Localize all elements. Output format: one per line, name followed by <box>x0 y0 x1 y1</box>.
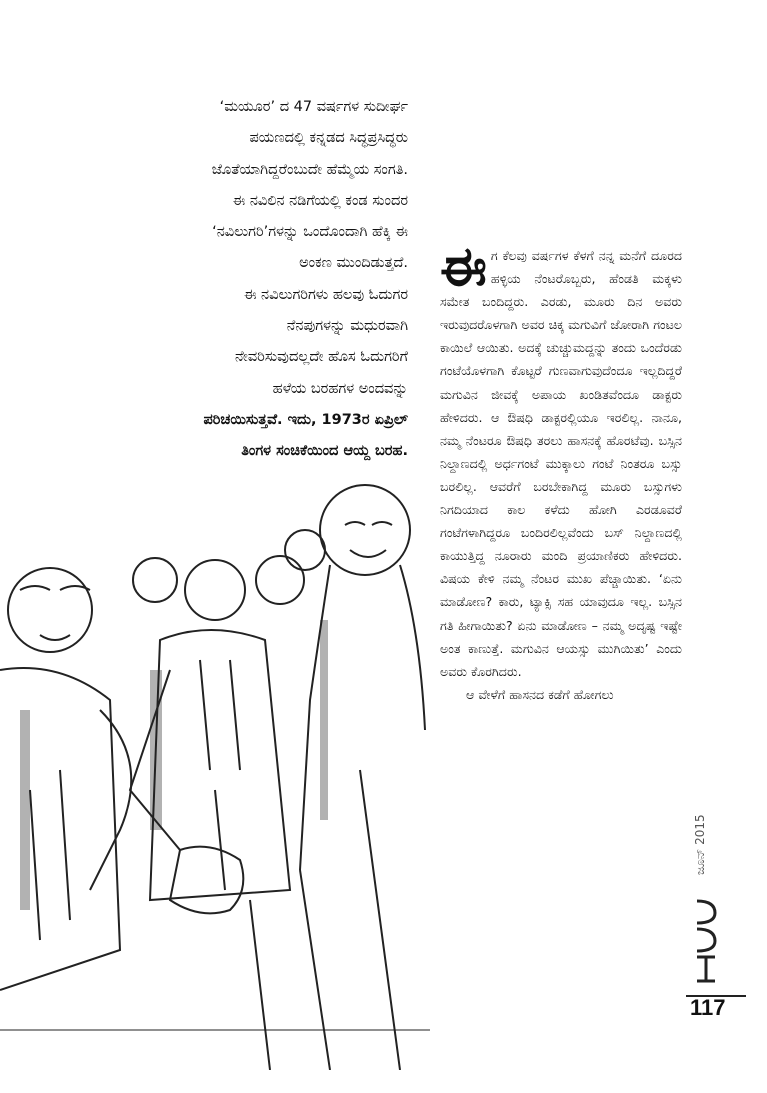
shadow <box>150 670 162 830</box>
drop-cap: ಈ <box>440 235 487 298</box>
article-body <box>440 235 682 706</box>
paragraph-text: ಗ ಕೆಲವು ವರ್ಷಗಳ ಕೆಳಗೆ ನನ್ನ ಮನೆಗೆ ದೂರದ ಹಳ್ಳಿಯ ನೆಂಟರೊಬ್ಬರು, ಹೆಂಡತಿ ಮಕ್ಕಳು ಸಮೇತ ಬಂದಿದ್ದರು. ಎರಡು, ಮೂರು ದಿನ ಅವರು ಇರುವುದರೊಳಗಾಗಿ ಅವರ ಚಿಕ್ಕ ಮಗುವಿಗೆ ಜೋರಾಗಿ ಗಂಟಲ ಕಾಯಿಲೆ ಆಯಿತು. ಅದಕ್ಕೆ ಚುಚ್ಚುಮದ್ದನ್ನು ತಂದು ಒಂದೆರಡು ಗಂಟೆಯೊಳಗಾಗಿ ಕೊಟ್ಟರೆ ಗುಣವಾಗುವುದೆಂದೂ ಇಲ್ಲದಿದ್ದರೆ ಮಗುವಿನ ಜೀವಕ್ಕೆ ಅಪಾಯ ಖಂಡಿತವೆಂದೂ ಡಾಕ್ಟರು ಹೇಳಿದರು. ಆ ಔಷಧಿ ಡಾಕ್ಟರಲ್ಲಿಯೂ ಇರಲಿಲ್ಲ. ನಾನೂ, ನಮ್ಮ ನೆಂಟರೂ ಔಷಧಿ ತರಲು ಹಾಸನಕ್ಕೆ ಹೊರಟೆವು. ಬಸ್ಸಿನ ನಿಲ್ದಾಣದಲ್ಲಿ ಅರ್ಧಗಂಟೆ ಮುಕ್ಕಾಲು ಗಂಟೆ ನಿಂತರೂ ಬಸ್ಸು ಬರಲಿಲ್ಲ. ಆವರೆಗೆ ಬರಬೇಕಾಗಿದ್ದ ಮೂರು ಬಸ್ಸುಗಳು ನಿಗದಿಯಾದ ಕಾಲ ಕಳೆದು ಹೋಗಿ ಎರಡೂವರೆ ಗಂಟೆಗಳಾಗಿದ್ದರೂ ಬಂದಿರಲಿಲ್ಲವೆಂದು ಬಸ್ ನಿಲ್ದಾಣದಲ್ಲಿ ಕಾಯುತ್ತಿದ್ದ ನೂರಾರು ಮಂದಿ ಪ್ರಯಾಣಿಕರು ಹೇಳಿದರು. ವಿಷಯ ಕೇಳಿ ನಮ್ಮ ನೆಂಟರ ಮುಖ ಪೆಚ್ಚಾಯಿತು. ‘ಏನು ಮಾಡೋಣ? ಕಾರು, ಟ್ಯಾಕ್ಸಿ ಸಹ ಯಾವುದೂ ಇಲ್ಲ. ಬಸ್ಸಿನ ಗತಿ ಹೀಗಾಯಿತು? ಏನು ಮಾಡೋಣ – ನಮ್ಮ ಅದೃಷ್ಟ ಇಷ್ಟೇ ಅಂತ ಕಾಣುತ್ತೆ. ಮಗುವಿನ ಆಯಸ್ಸು ಮುಗಿಯಿತು’ ಎಂದು ಅವರು ಕೊರಗಿದರು. <box>440 248 682 679</box>
intro-line: ನೇವರಿಸುವುದಲ್ಲದೇ ಹೊಸ ಓದುಗರಿಗೆ <box>235 349 408 366</box>
face-old-man <box>320 485 410 575</box>
intro-line: ಅಂಕಣ ಮುಂದಿಡುತ್ತದೆ. <box>299 255 408 272</box>
magazine-logo <box>693 897 719 985</box>
page-number: 117 <box>690 995 726 1020</box>
shadow <box>20 710 30 910</box>
article-continuation: ಆ ವೇಳೆಗೆ ಹಾಸನದ ಕಡೆಗೆ ಹೋಗಲು <box>466 686 614 702</box>
issue-date: ಜೂನ್ 2015 <box>693 814 707 876</box>
intro-line: ತಿಂಗಳ ಸಂಚಿಕೆಯಿಂದ ಆಯ್ದ ಬರಹ. <box>241 443 408 460</box>
intro-line: ಪಯಣದಲ್ಲಿ ಕನ್ನಡದ ಸಿದ್ಧಪ್ರಸಿದ್ಧರು <box>249 130 408 147</box>
intro-line: ‘ನವಿಲುಗರಿ’ಗಳನ್ನು ಒಂದೊಂದಾಗಿ ಹೆಕ್ಕಿ ಈ <box>212 224 408 241</box>
face-background <box>285 530 325 570</box>
intro-line: ಈ ನವಿಲುಗರಿಗಳು ಹಲವು ಓದುಗರ <box>243 286 408 303</box>
intro-blurb <box>96 92 408 468</box>
intro-line: ಪರಿಚಯಿಸುತ್ತವೆ. ಇದು, 1973ರ ಏಪ್ರಿಲ್ <box>203 411 408 428</box>
intro-line: ನೆನಪುಗಳನ್ನು ಮಧುರವಾಗಿ <box>286 318 408 335</box>
article-paragraph <box>440 235 682 683</box>
face-middle-man <box>185 560 245 620</box>
intro-line: ಹಳೆಯ ಬರಹಗಳ ಅಂದವನ್ನು <box>272 380 408 397</box>
intro-line: ‘ಮಯೂರ’ ದ 47 ವರ್ಷಗಳ ಸುದೀರ್ಘ <box>219 99 408 115</box>
crowd-illustration <box>0 470 430 1070</box>
intro-line: ಈ ನವಿಲಿನ ನಡಿಗೆಯಲ್ಲಿ ಕಂಡ ಸುಂದರ <box>232 192 408 209</box>
intro-line: ಜೊತೆಯಾಗಿದ್ದರೆಂಬುದೇ ಹೆಮ್ಮೆಯ ಸಂಗತಿ. <box>211 161 408 178</box>
shadow <box>320 620 328 820</box>
face-background <box>133 558 177 602</box>
face-background <box>256 556 304 604</box>
